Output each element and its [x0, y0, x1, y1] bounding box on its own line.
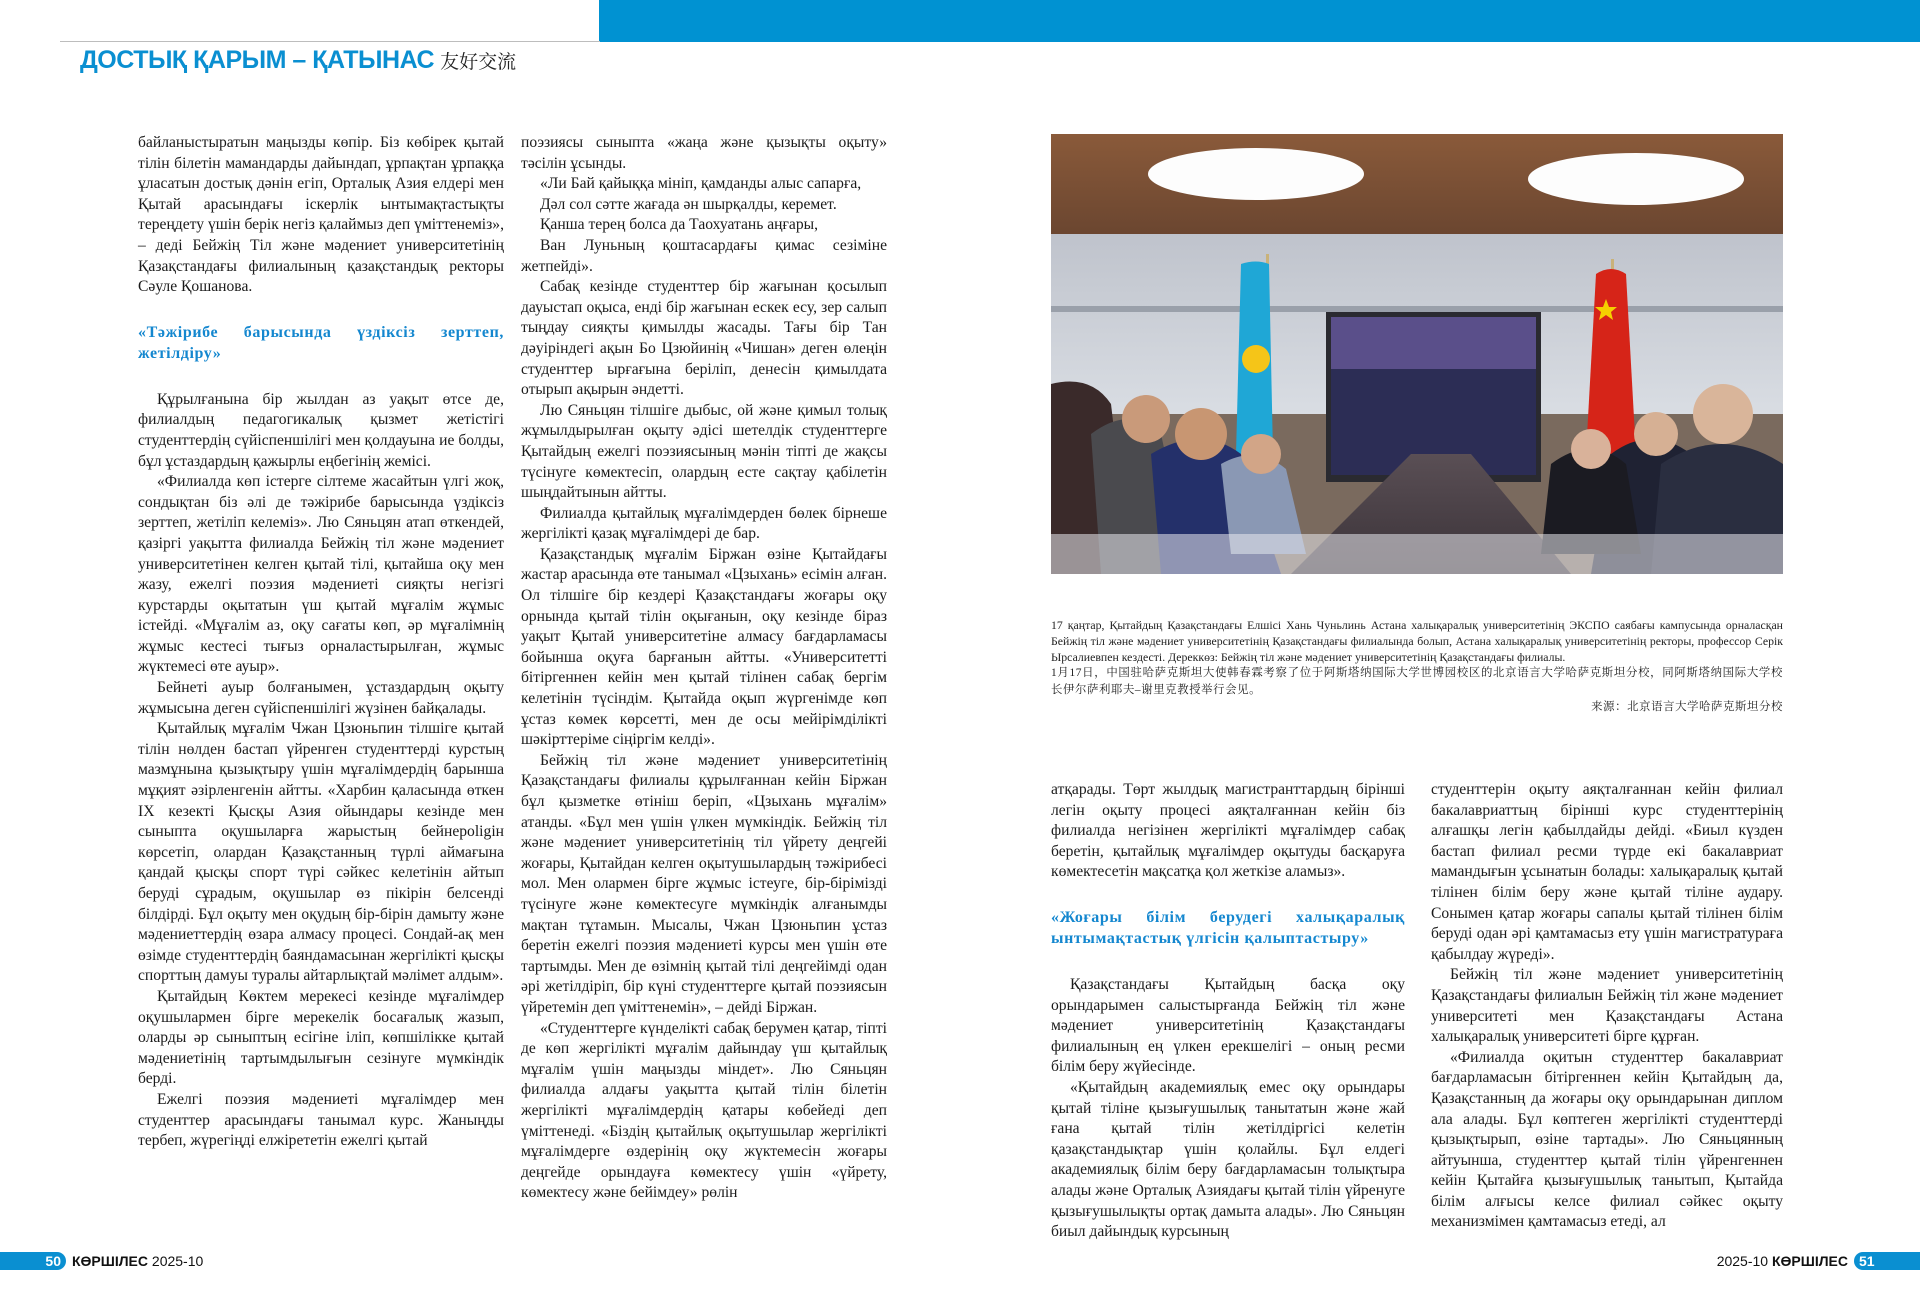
- paragraph: «Филиалда көп істерге сілтеме жасайтын үлгі жоқ, сондықтан біз әлі де тәжірибе барысында үздіксіз зерттеп, жетіліп келеміз». Лю Сяньцян атап өткендей, қазіргі уақытта филиалда Бейжің тіл және мәдениет университетінен келген қытай тілі, қытайша оқу мен жазу, ежелгі поэзия мәдениеті сияқты негізгі курстарды оқытатын үш қытай мұғалім жұмыс істейді. «Мұғалім аз, оқу сағаты көп, әр мұғалімнің жұмыс кестесі тығыз орналастырылған, жұмыс жүктемесі өте ауыр».: [138, 473, 504, 676]
- poem-line: Қанша терең болса да Таохуатань аңғары,: [540, 216, 818, 234]
- paragraph: Лю Сяньцян тілшіге дыбыс, ой және қимыл толық жұмылдырылған оқыту әдісі шетелдік студенттерге Қытайдың ежелгі поэзиясының мәнін тіпті де жақсы түсінуге көмектесіп, олардың есте сақтау қабілетін шыңдайтынын айтты.: [521, 401, 887, 502]
- paragraph: Бейжің тіл және мәдениет университетінің Қазақстандағы филиалы құрылғаннан кейін Біржан бұл қызметке өтініш беріп, «Цзыхань мұғалім» атанды. «Бұл мен үшін үлкен мүмкіндік. Бейжің тіл және мәдениет университетінің тіл үйрету деңгейі жоғары, Қытайдан келген оқытушылардың тәжірибесі мол. Мен олармен бірге жұмыс істеуге, бір-бірімізді түсінуге және көмектесуге мүмкіндік алғанымды мақтан тұтамын. Мысалы, Чжан Цзюньпин ұстаз беретін ежелгі поэзия мәдениеті курсы мен үшін өте тартымды. Мен де өзімнің қытай тілі деңгейімді одан әрі жетілдіріп, бір күні студенттерге қытай поэзиясын үйретемін деп үміттенемін», – дейді Біржан.: [521, 751, 887, 1016]
- ceiling-light: [1148, 148, 1364, 200]
- paragraph: Ежелгі поэзия мәдениеті мұғалімдер мен студенттер арасындағы танымал курс. Жаныңды тербеп, жүрегіңді елжірететін ежелгі қытай: [138, 1090, 504, 1150]
- article-column-2: [521, 133, 887, 1204]
- paragraph: Қытайлық мұғалім Чжан Цзюньпин тілшіге қытай тілін нөлден бастап үйренген студенттерді курстың мазмұнына қызықтыру үшін мұғалімдердің барынша мұқият әзірленгенін айтты. «Харбин қаласында өткен IX кезекті Қысқы Азия ойындары кезінде мен сыныпта оқушыларға жарыстың бейнероligін көрсетіп, олардан Қазақстанның түрлі аймағына қандай қысқы спорт түрі сәйкес келетінін айтып беруді сұрадым, оқушылар өз пікірін белсенді білдірді. Бұл оқыту мен оқудың бір-бірін дамыту және мәдениеттердің өзара алмасу процесі. Сондай-ақ мен өзімде студенттердің баяндамасынан жергілікті қысқы спорттың дамуы туралы айтарлықтай мәлімет алдым».: [138, 720, 504, 985]
- section-title-kk: ДОСТЫҚ ҚАРЫМ – ҚАТЫНАС: [80, 46, 435, 74]
- paragraph: Қытайдың Көктем мерекесі кезінде мұғалімдер оқушылармен бірге мерекелік босағалық жазып, оларды әр сыныптың есігіне іліп, көпшілікке қытай мәдениетінің тартымдылығын сезінуге мүмкіндік берді.: [138, 987, 504, 1088]
- paragraph: Сабақ кезінде студенттер бір жағынан қосылып дауыстап оқыса, енді бір жағынан ескек есу, зер салып тыңдау сияқты қимылды жасады. Тағы бір Тан дәуіріндегі ақын Бо Цзюйинің «Чишан» деген өлеңін студенттер ырғағына беріліп, денесін қимылдата отырып ақырын әндетті.: [521, 278, 887, 399]
- subheading: «Тәжірибе барысында үздіксіз зерттеп, жетілдіру»: [138, 323, 504, 362]
- section-title: [80, 46, 516, 75]
- paragraph: студенттерін оқыту аяқталғаннан кейін филиал бакалавриаттың бірінші курс студенттерінің алғашқы легін қабылдайды дейді. «Биыл күзден бастап филиал ресми түрде екі бакалавриат мамандығын ұсынатын болады: халықаралық қытай тілінен білім беру және қытай тіліне аудару. Сонымен қатар жоғары сапалы қытай тілінен білім беруді одан әрі қамтамасыз ету үшін магистратураға қабылдау жүреді».: [1431, 781, 1783, 963]
- meeting-photo-illustration: [1051, 134, 1783, 574]
- header-accent-bar: [599, 0, 1920, 42]
- paragraph: Бейжің тіл және мәдениет университетінің Қазақстандағы филиалын Бейжің тіл және мәдениет университеті мен Қазақстандағы Астана халықаралық университеті бірге құрған.: [1431, 966, 1783, 1046]
- paragraph: «Филиалда оқитын студенттер бакалавриат бағдарламасын бітіргеннен кейін Қытайдың да, Қазақстанның да жоғары оқу орындарынан диплом ала алады. Бұл көптеген жергілікті студенттерді қызықтырып, өзіне тартады». Лю Сяньцянның айтуынша, студенттер қытай тілін үйренгеннен кейін Қытайға қызығушылық танытып, Қытайда білім алғысы келсе филиал сәйкес оқыту механизмімен қамтамасыз етеді, ал: [1431, 1048, 1783, 1231]
- section-title-zh: 友好交流: [440, 52, 517, 73]
- page-number-right: 51: [1854, 1252, 1920, 1270]
- issue-number: 2025-10: [151, 1253, 204, 1269]
- paragraph: Филиалда қытайлық мұғалімдерден бөлек бірнеше жергілікті қазақ мұғалімдері де бар.: [521, 504, 887, 543]
- paragraph: «Студенттерге күнделікті сабақ берумен қатар, тіпті де көп жергілікті мұғалім дайындау үш қытайлық мұғалім үшін маңызды міндет». Лю Сяньцян филиалда алдағы уақытта қытай тілін білетін жергілікті мұғалімдердің қатары көбейеді деп үміттенеді. «Біздің қытайлық оқытушылар жергілікті мұғалімдерге өздерінің оқу жүктемесін жоғары деңгейде орындауға көмектесу үшін «үйрету, көмектесу және бейімдеу» рөлін: [521, 1019, 887, 1202]
- article-column-1: [138, 133, 504, 1152]
- article-column-3: [1051, 780, 1405, 1243]
- poem-line: «Ли Бай қайыққа мініп, қамданды алыс сапарға,: [540, 175, 862, 193]
- paragraph: Қазақстандық мұғалім Біржан өзіне Қытайдағы жастар арасында өте танымал «Цзыхань» есімін алған. Ол тілшіге бір кездері Қазақстандағы жоғары оқу орнында қытай тілін оқығанын, оқу кезінде біраз уақыт Қытай университетіне алмасу бағдарламасы бойынша оқуға барғанын айтты. «Университетті бітіргеннен кейін мен қытай тілінен сабақ бергім келетінін түсіндім. Қытайда оқып жүргенімде көп ұстаз көмек көрсетті, мен де осы мейірімділікті шәкірттеріме сіңіргім келді».: [521, 545, 887, 749]
- paragraph: Қазақстандағы Қытайдың басқа оқу орындарымен салыстырғанда Бейжің тіл және мәдениет университетінің Қазақстандағы филиалының ең үлкен ерекшелігі – оның ресми білім беру жүйесінде.: [1051, 975, 1405, 1076]
- caption-source: 来源：北京语言大学哈萨克斯坦分校: [1591, 701, 1783, 713]
- paragraph: поэзиясы сыныпта «жаңа және қызықты оқыту» тәсілін ұсынды.: [521, 134, 887, 172]
- page-number-left: 50: [0, 1252, 66, 1270]
- header-rule: [60, 41, 600, 42]
- paragraph: атқарады. Төрт жылдық магистранттардың бірінші легін оқыту процесі аяқталғаннан кейін біз филиалда негізінен жергілікті мұғалімдер сабақ беретін, қытайлық мұғалімдер оқытуды басқаруға көмектесетін мақсатқа қол жеткізе аламыз».: [1051, 781, 1405, 881]
- photo-caption: [1051, 617, 1783, 716]
- footer-right: [1711, 1252, 1920, 1270]
- magazine-name: КӨРШІЛЕС: [1771, 1253, 1848, 1269]
- paragraph: «Қытайдың академиялық емес оқу орындары қытай тіліне қызығушылық танытатын және жай ғана қытай тілін жетілдіргісі келетін қазақстандықтар үшін қолайлы. Бұл елдегі академиялық білім беру бағдарламасын толықтыра алады және Орталық Азиядағы қытай тілін үйренуге қызығушылықты ортақ дамыта алады». Лю Сяньцян биыл дайындық курсының: [1051, 1078, 1405, 1241]
- caption-chinese: 1月17日，中国驻哈萨克斯坦大使韩春霖考察了位于阿斯塔纳国际大学世博园校区的北京语言大学哈萨克斯坦分校，同阿斯塔纳国际大学校长伊尔萨利耶夫–谢里克教授举行会见。: [1051, 667, 1783, 696]
- poem-line: Дәл сол сәтте жағада ән шырқалды, керемет.: [540, 195, 837, 213]
- paragraph: байланыстыратын маңызды көпір. Біз көбірек қытай тілін білетін мамандарды дайындап, ұрпақтан ұрпаққа ұласатын достық дәнін егіп, Орталық Азия елдері мен Қытай арасындағы іскерлік ынтымақтастықты тереңдету үшін берік негіз қалаймыз деп үміттенеміз», – деді Бейжің Тіл және мәдениет университетінің Қазақстандағы филиалының қазақстандық ректоры Сәуле Қошанова.: [138, 134, 504, 296]
- ceiling-light: [1528, 153, 1744, 205]
- meeting-photo: [1051, 134, 1783, 574]
- magazine-name: КӨРШІЛЕС: [72, 1253, 149, 1269]
- article-column-4: [1431, 780, 1783, 1233]
- paragraph: Бейнеті ауыр болғанымен, ұстаздардың оқыту жұмысына деген сүйіспеншілігі жүзінен байқалады.: [138, 679, 504, 717]
- caption-kazakh: 17 қаңтар, Қытайдың Қазақстандағы Елшісі Хань Чуньлинь Астана халықаралық университетінің ЭКСПО саябағы кампусында орналасқан Бейжің тіл және мәдениет университетінің Қазақстандағы филиалында болып, Астана халықаралық университетінің ректоры, профессор Серік Ырсалиевпен кездесті. Дереккөз: Бейжің тіл және мәдениет университетінің Қазақстандағы филиалы.: [1051, 618, 1783, 664]
- paragraph: Құрылғанына бір жылдан аз уақыт өтсе де, филиалдың педагогикалық қызмет жетістігі студенттердің сүйіспеншілігі мен қолдауына ие болды, бұл ұстаздардың қажырлы еңбегінің жемісі.: [138, 390, 504, 470]
- footer-left: [0, 1252, 209, 1270]
- issue-number: 2025-10: [1716, 1253, 1769, 1269]
- paragraph: Ван Луньның қоштасардағы қимас сезіміне жетпейді».: [521, 236, 887, 275]
- subheading: «Жоғары білім берудегі халықаралық ынтымақтастық үлгісін қалыптастыру»: [1051, 908, 1405, 947]
